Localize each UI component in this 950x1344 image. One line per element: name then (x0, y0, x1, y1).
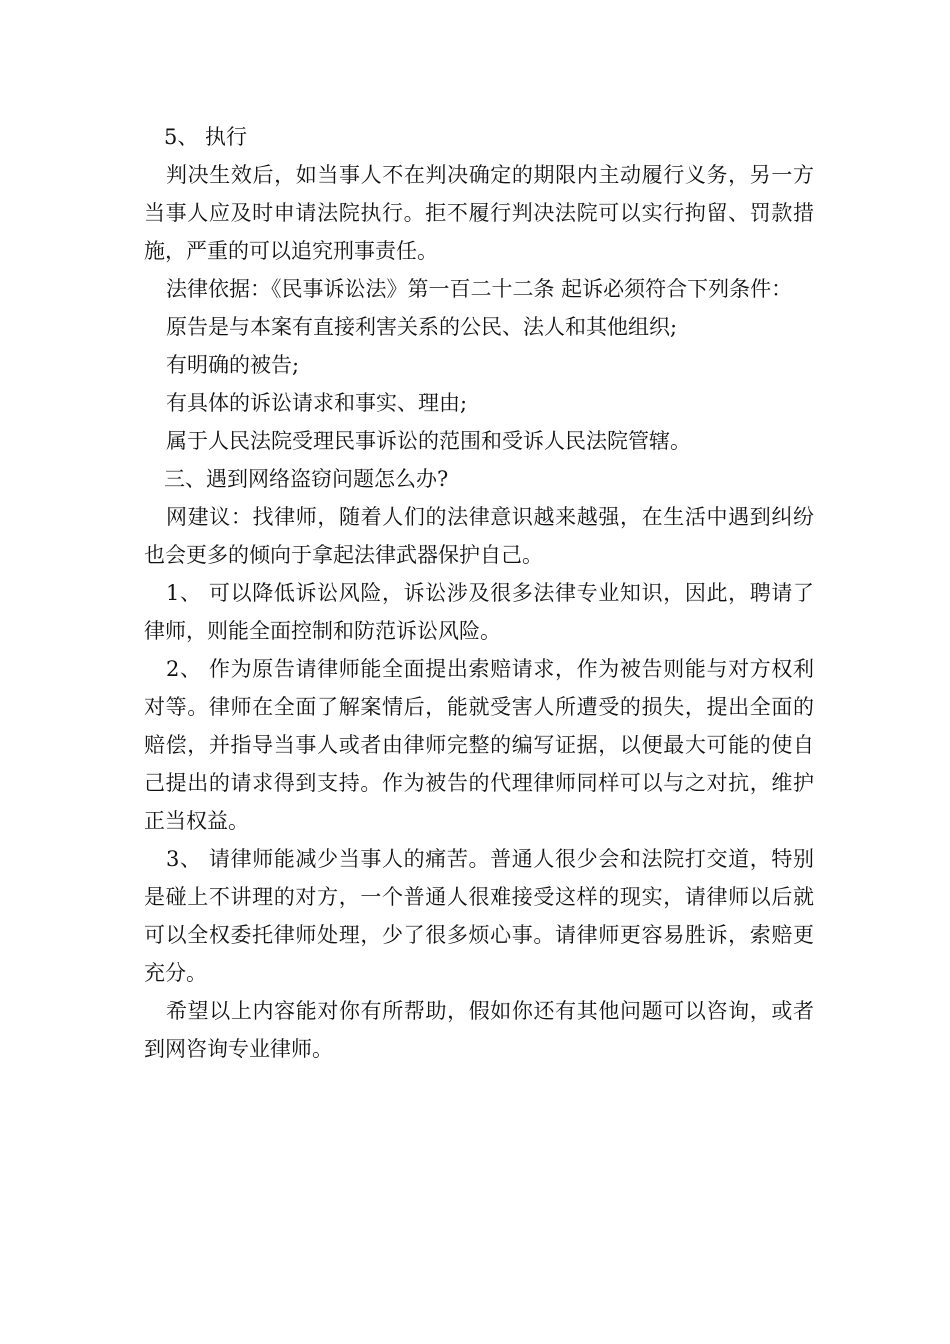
condition-item-jurisdiction: 属于人民法院受理民事诉讼的范围和受诉人民法院管辖。 (166, 429, 691, 453)
list-item-3: 3、 请律师能减少当事人的痛苦。普通人很少会和法院打交道，特别是碰上不讲理的对方，一个普通人很难接受这样的现实，请律师以后就可以全权委托律师处理，少了很多烦心事。请律师更容易胜诉，索赔更充分。 (144, 847, 814, 985)
list-item-2: 2、 作为原告请律师能全面提出索赔请求，作为被告则能与对方权利对等。律师在全面了解案情后，能就受害人所遭受的损失，提出全面的赔偿，并指导当事人或者由律师完整的编写证据，以便最大可能的使自己提出的请求得到支持。作为被告的代理律师同样可以与之对抗，维护正当权益。 (144, 657, 814, 833)
paragraph-legal-basis: 法律依据：《民事诉讼法》第一百二十二条 起诉必须符合下列条件： (166, 277, 793, 301)
section-heading-network-theft: 三、遇到网络盗窃问题怎么办? (164, 467, 449, 491)
section-heading-execution: 5、 执行 (164, 125, 248, 149)
list-item-1: 1、 可以降低诉讼风险，诉讼涉及很多法律专业知识，因此，聘请了律师，则能全面控制和防范诉讼风险。 (144, 581, 814, 643)
condition-item-plaintiff: 原告是与本案有直接利害关系的公民、法人和其他组织; (166, 315, 678, 339)
paragraph-closing: 希望以上内容能对你有所帮助，假如你还有其他问题可以咨询，或者到网咨询专业律师。 (144, 999, 814, 1061)
condition-item-defendant: 有明确的被告; (166, 353, 300, 377)
paragraph-execution-body: 判决生效后，如当事人不在判决确定的期限内主动履行义务，另一方当事人应及时申请法院执行。拒不履行判决法院可以实行拘留、罚款措施，严重的可以追究刑事责任。 (144, 163, 814, 263)
condition-item-claims: 有具体的诉讼请求和事实、理由; (166, 391, 468, 415)
document-body (144, 118, 814, 1068)
paragraph-advice: 网建议：找律师，随着人们的法律意识越来越强，在生活中遇到纠纷也会更多的倾向于拿起法律武器保护自己。 (144, 505, 814, 567)
